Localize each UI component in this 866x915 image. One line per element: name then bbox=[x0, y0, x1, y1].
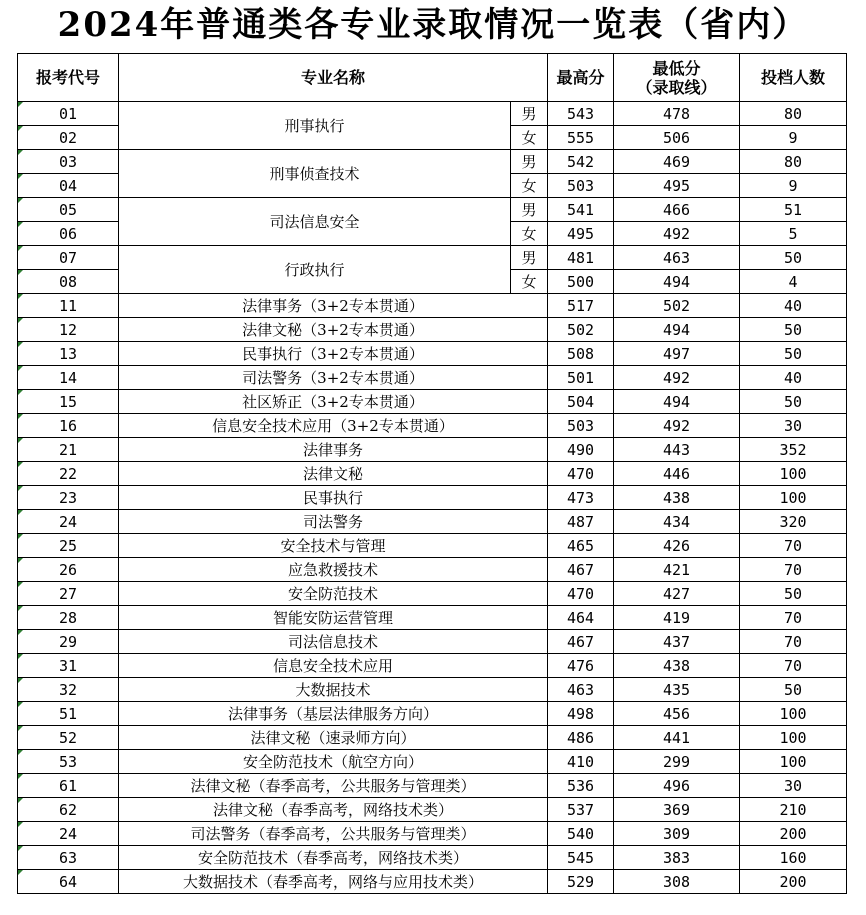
min-score-cell: 437 bbox=[614, 630, 740, 654]
count-cell: 70 bbox=[740, 534, 847, 558]
max-score-cell: 503 bbox=[548, 174, 614, 198]
count-cell: 70 bbox=[740, 558, 847, 582]
major-name-cell: 信息安全技术应用（3+2专本贯通） bbox=[119, 414, 548, 438]
count-cell: 100 bbox=[740, 462, 847, 486]
page-title: 2024年普通类各专业录取情况一览表（省内） bbox=[57, 5, 809, 45]
major-name-cell: 民事执行（3+2专本贯通） bbox=[119, 342, 548, 366]
max-score-cell: 473 bbox=[548, 486, 614, 510]
count-cell: 160 bbox=[740, 846, 847, 870]
max-score-cell: 464 bbox=[548, 606, 614, 630]
code-cell: 15 bbox=[18, 390, 119, 414]
major-name-cell: 法律文秘（春季高考，公共服务与管理类） bbox=[119, 774, 548, 798]
code-cell: 31 bbox=[18, 654, 119, 678]
count-cell: 70 bbox=[740, 606, 847, 630]
major-name-cell: 社区矫正（3+2专本贯通） bbox=[119, 390, 548, 414]
min-score-cell: 309 bbox=[614, 822, 740, 846]
max-score-cell: 555 bbox=[548, 126, 614, 150]
code-cell: 22 bbox=[18, 462, 119, 486]
max-score-cell: 529 bbox=[548, 870, 614, 894]
major-name-cell: 法律事务（基层法律服务方向） bbox=[119, 702, 548, 726]
count-cell: 100 bbox=[740, 486, 847, 510]
table-row bbox=[18, 774, 847, 798]
count-cell: 100 bbox=[740, 726, 847, 750]
table-row bbox=[18, 150, 847, 174]
table-row bbox=[18, 750, 847, 774]
table-row bbox=[18, 198, 847, 222]
code-cell: 16 bbox=[18, 414, 119, 438]
max-score-cell: 540 bbox=[548, 822, 614, 846]
max-score-cell: 545 bbox=[548, 846, 614, 870]
min-score-cell: 434 bbox=[614, 510, 740, 534]
max-score-cell: 500 bbox=[548, 270, 614, 294]
major-name-cell: 智能安防运营管理 bbox=[119, 606, 548, 630]
max-score-cell: 501 bbox=[548, 366, 614, 390]
code-cell: 04 bbox=[18, 174, 119, 198]
min-score-cell: 494 bbox=[614, 318, 740, 342]
gender-cell: 女 bbox=[511, 126, 548, 150]
min-score-cell: 496 bbox=[614, 774, 740, 798]
min-score-cell: 478 bbox=[614, 102, 740, 126]
max-score-cell: 467 bbox=[548, 630, 614, 654]
min-score-cell: 492 bbox=[614, 414, 740, 438]
major-name-cell: 安全防范技术 bbox=[119, 582, 548, 606]
code-cell: 29 bbox=[18, 630, 119, 654]
code-cell: 32 bbox=[18, 678, 119, 702]
max-score-cell: 495 bbox=[548, 222, 614, 246]
min-score-cell: 383 bbox=[614, 846, 740, 870]
table-row bbox=[18, 438, 847, 462]
code-cell: 03 bbox=[18, 150, 119, 174]
table-row bbox=[18, 606, 847, 630]
min-score-cell: 443 bbox=[614, 438, 740, 462]
header-name: 专业名称 bbox=[119, 54, 548, 102]
header-code: 报考代号 bbox=[18, 54, 119, 102]
count-cell: 40 bbox=[740, 366, 847, 390]
min-score-cell: 463 bbox=[614, 246, 740, 270]
major-name-cell: 司法信息技术 bbox=[119, 630, 548, 654]
gender-cell: 男 bbox=[511, 246, 548, 270]
code-cell: 08 bbox=[18, 270, 119, 294]
min-score-cell: 421 bbox=[614, 558, 740, 582]
header-min-line1: 最低分 bbox=[652, 58, 701, 78]
min-score-cell: 446 bbox=[614, 462, 740, 486]
count-cell: 70 bbox=[740, 654, 847, 678]
count-cell: 50 bbox=[740, 246, 847, 270]
max-score-cell: 490 bbox=[548, 438, 614, 462]
major-name-cell: 法律文秘（春季高考，网络技术类） bbox=[119, 798, 548, 822]
code-cell: 64 bbox=[18, 870, 119, 894]
major-name-cell: 信息安全技术应用 bbox=[119, 654, 548, 678]
table-row bbox=[18, 870, 847, 894]
count-cell: 4 bbox=[740, 270, 847, 294]
max-score-cell: 517 bbox=[548, 294, 614, 318]
min-score-cell: 466 bbox=[614, 198, 740, 222]
count-cell: 30 bbox=[740, 774, 847, 798]
count-cell: 320 bbox=[740, 510, 847, 534]
min-score-cell: 469 bbox=[614, 150, 740, 174]
max-score-cell: 487 bbox=[548, 510, 614, 534]
min-score-cell: 456 bbox=[614, 702, 740, 726]
table-row bbox=[18, 798, 847, 822]
count-cell: 200 bbox=[740, 822, 847, 846]
major-name-cell: 司法信息安全 bbox=[119, 198, 511, 246]
min-score-cell: 494 bbox=[614, 390, 740, 414]
major-name-cell: 应急救援技术 bbox=[119, 558, 548, 582]
major-name-cell: 司法警务（3+2专本贯通） bbox=[119, 366, 548, 390]
admission-table bbox=[17, 53, 847, 894]
table-row bbox=[18, 534, 847, 558]
min-score-cell: 438 bbox=[614, 654, 740, 678]
table-row bbox=[18, 486, 847, 510]
count-cell: 50 bbox=[740, 342, 847, 366]
count-cell: 50 bbox=[740, 318, 847, 342]
table-row bbox=[18, 294, 847, 318]
gender-cell: 女 bbox=[511, 222, 548, 246]
max-score-cell: 470 bbox=[548, 462, 614, 486]
table-row bbox=[18, 822, 847, 846]
count-cell: 80 bbox=[740, 102, 847, 126]
count-cell: 70 bbox=[740, 630, 847, 654]
gender-cell: 男 bbox=[511, 198, 548, 222]
major-name-cell: 安全防范技术（春季高考，网络技术类） bbox=[119, 846, 548, 870]
major-name-cell: 安全技术与管理 bbox=[119, 534, 548, 558]
major-name-cell: 安全防范技术（航空方向） bbox=[119, 750, 548, 774]
major-name-cell: 民事执行 bbox=[119, 486, 548, 510]
header-min bbox=[614, 54, 740, 102]
code-cell: 53 bbox=[18, 750, 119, 774]
major-name-cell: 法律文秘 bbox=[119, 462, 548, 486]
max-score-cell: 465 bbox=[548, 534, 614, 558]
major-name-cell: 法律事务 bbox=[119, 438, 548, 462]
major-name-cell: 法律文秘（3+2专本贯通） bbox=[119, 318, 548, 342]
code-cell: 24 bbox=[18, 510, 119, 534]
table-row bbox=[18, 726, 847, 750]
code-cell: 13 bbox=[18, 342, 119, 366]
table-row bbox=[18, 462, 847, 486]
table-row bbox=[18, 414, 847, 438]
min-score-cell: 502 bbox=[614, 294, 740, 318]
table-row bbox=[18, 582, 847, 606]
code-cell: 14 bbox=[18, 366, 119, 390]
gender-cell: 男 bbox=[511, 102, 548, 126]
min-score-cell: 441 bbox=[614, 726, 740, 750]
code-cell: 61 bbox=[18, 774, 119, 798]
max-score-cell: 470 bbox=[548, 582, 614, 606]
header-row bbox=[18, 54, 847, 102]
table-row bbox=[18, 390, 847, 414]
table-row bbox=[18, 102, 847, 126]
max-score-cell: 542 bbox=[548, 150, 614, 174]
header-max: 最高分 bbox=[548, 54, 614, 102]
code-cell: 26 bbox=[18, 558, 119, 582]
min-score-cell: 299 bbox=[614, 750, 740, 774]
table-row bbox=[18, 342, 847, 366]
count-cell: 352 bbox=[740, 438, 847, 462]
major-name-cell: 司法警务（春季高考，公共服务与管理类） bbox=[119, 822, 548, 846]
major-name-cell: 司法警务 bbox=[119, 510, 548, 534]
header-min-line2: （录取线） bbox=[636, 77, 717, 97]
max-score-cell: 537 bbox=[548, 798, 614, 822]
min-score-cell: 497 bbox=[614, 342, 740, 366]
count-cell: 5 bbox=[740, 222, 847, 246]
max-score-cell: 541 bbox=[548, 198, 614, 222]
table-row bbox=[18, 366, 847, 390]
table-row bbox=[18, 846, 847, 870]
min-score-cell: 438 bbox=[614, 486, 740, 510]
code-cell: 63 bbox=[18, 846, 119, 870]
min-score-cell: 492 bbox=[614, 222, 740, 246]
header-count: 投档人数 bbox=[740, 54, 847, 102]
table-row bbox=[18, 558, 847, 582]
gender-cell: 女 bbox=[511, 270, 548, 294]
count-cell: 100 bbox=[740, 702, 847, 726]
count-cell: 51 bbox=[740, 198, 847, 222]
max-score-cell: 508 bbox=[548, 342, 614, 366]
table-row bbox=[18, 678, 847, 702]
min-score-cell: 369 bbox=[614, 798, 740, 822]
max-score-cell: 476 bbox=[548, 654, 614, 678]
major-name-cell: 刑事执行 bbox=[119, 102, 511, 150]
count-cell: 9 bbox=[740, 126, 847, 150]
table-row bbox=[18, 654, 847, 678]
code-cell: 12 bbox=[18, 318, 119, 342]
major-name-cell: 法律文秘（速录师方向） bbox=[119, 726, 548, 750]
major-name-cell: 法律事务（3+2专本贯通） bbox=[119, 294, 548, 318]
code-cell: 24 bbox=[18, 822, 119, 846]
major-name-cell: 大数据技术（春季高考，网络与应用技术类） bbox=[119, 870, 548, 894]
min-score-cell: 494 bbox=[614, 270, 740, 294]
count-cell: 80 bbox=[740, 150, 847, 174]
code-cell: 06 bbox=[18, 222, 119, 246]
min-score-cell: 492 bbox=[614, 366, 740, 390]
min-score-cell: 427 bbox=[614, 582, 740, 606]
table-row bbox=[18, 246, 847, 270]
max-score-cell: 503 bbox=[548, 414, 614, 438]
code-cell: 01 bbox=[18, 102, 119, 126]
table-row bbox=[18, 702, 847, 726]
code-cell: 51 bbox=[18, 702, 119, 726]
max-score-cell: 481 bbox=[548, 246, 614, 270]
count-cell: 50 bbox=[740, 678, 847, 702]
max-score-cell: 410 bbox=[548, 750, 614, 774]
min-score-cell: 308 bbox=[614, 870, 740, 894]
code-cell: 23 bbox=[18, 486, 119, 510]
max-score-cell: 504 bbox=[548, 390, 614, 414]
max-score-cell: 467 bbox=[548, 558, 614, 582]
min-score-cell: 419 bbox=[614, 606, 740, 630]
code-cell: 27 bbox=[18, 582, 119, 606]
count-cell: 40 bbox=[740, 294, 847, 318]
max-score-cell: 463 bbox=[548, 678, 614, 702]
count-cell: 210 bbox=[740, 798, 847, 822]
major-name-cell: 行政执行 bbox=[119, 246, 511, 294]
max-score-cell: 502 bbox=[548, 318, 614, 342]
count-cell: 200 bbox=[740, 870, 847, 894]
min-score-cell: 495 bbox=[614, 174, 740, 198]
code-cell: 21 bbox=[18, 438, 119, 462]
max-score-cell: 536 bbox=[548, 774, 614, 798]
major-name-cell: 刑事侦查技术 bbox=[119, 150, 511, 198]
table-row bbox=[18, 630, 847, 654]
code-cell: 28 bbox=[18, 606, 119, 630]
table-body bbox=[18, 102, 847, 894]
gender-cell: 男 bbox=[511, 150, 548, 174]
table-row bbox=[18, 510, 847, 534]
table-row bbox=[18, 318, 847, 342]
min-score-cell: 426 bbox=[614, 534, 740, 558]
code-cell: 62 bbox=[18, 798, 119, 822]
count-cell: 50 bbox=[740, 390, 847, 414]
max-score-cell: 486 bbox=[548, 726, 614, 750]
code-cell: 07 bbox=[18, 246, 119, 270]
code-cell: 25 bbox=[18, 534, 119, 558]
count-cell: 30 bbox=[740, 414, 847, 438]
min-score-cell: 435 bbox=[614, 678, 740, 702]
gender-cell: 女 bbox=[511, 174, 548, 198]
code-cell: 52 bbox=[18, 726, 119, 750]
count-cell: 9 bbox=[740, 174, 847, 198]
max-score-cell: 498 bbox=[548, 702, 614, 726]
count-cell: 50 bbox=[740, 582, 847, 606]
code-cell: 11 bbox=[18, 294, 119, 318]
max-score-cell: 543 bbox=[548, 102, 614, 126]
code-cell: 05 bbox=[18, 198, 119, 222]
min-score-cell: 506 bbox=[614, 126, 740, 150]
code-cell: 02 bbox=[18, 126, 119, 150]
count-cell: 100 bbox=[740, 750, 847, 774]
major-name-cell: 大数据技术 bbox=[119, 678, 548, 702]
